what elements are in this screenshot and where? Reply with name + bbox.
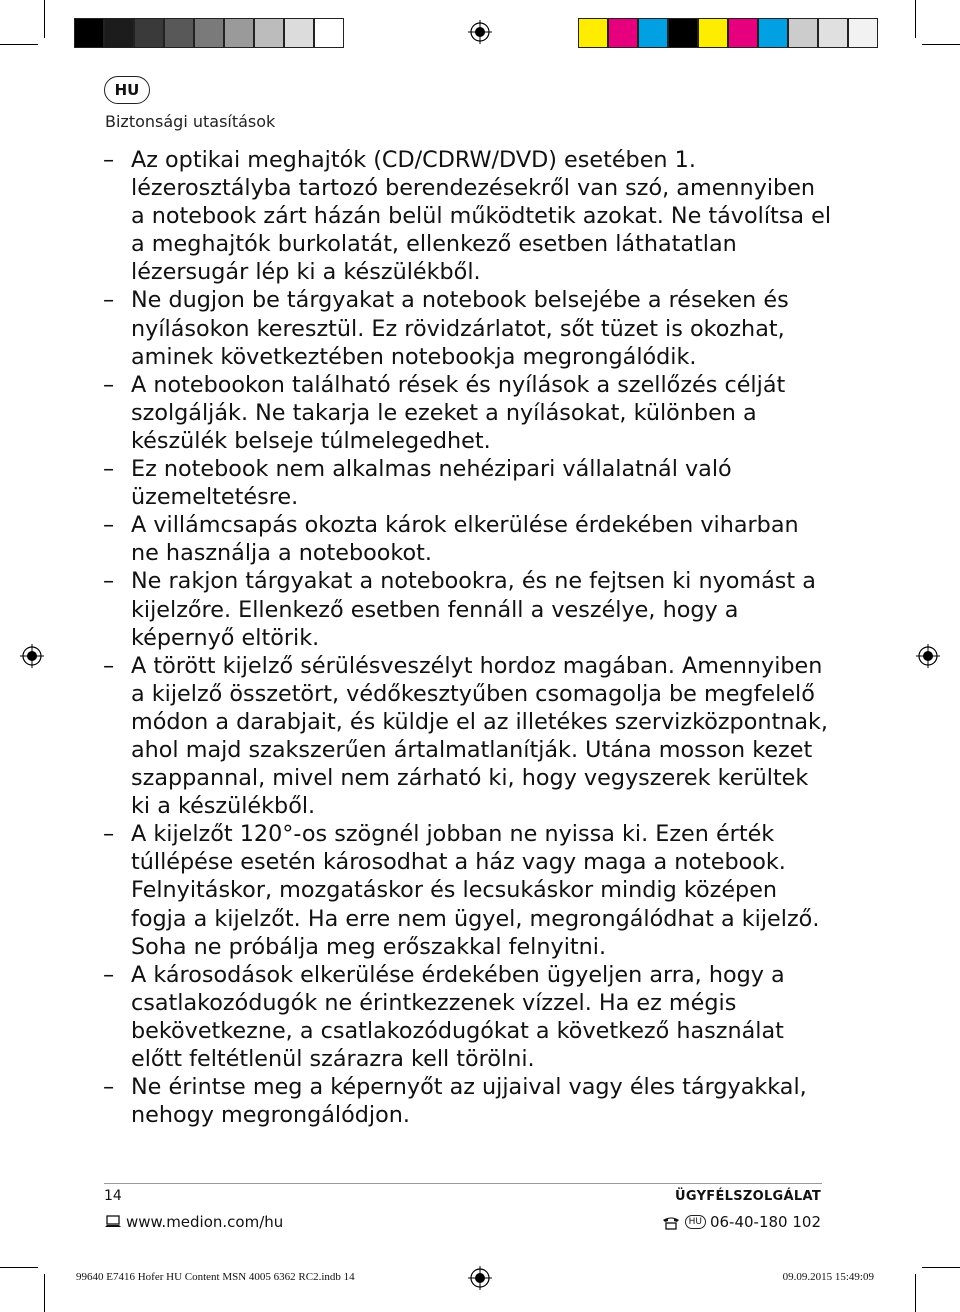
- footer-divider: [104, 1183, 822, 1184]
- list-dash: –: [103, 652, 115, 679]
- list-item-text: Ez notebook nem alkalmas nehézipari vállalatnál való üzemeltetésre.: [131, 456, 732, 511]
- list-item-text: A notebookon található rések és nyílások a szellőzés célját szolgálják. Ne takarja le ezeket a nyílásokat, különben a készülék belseje túlmelegedhet.: [131, 371, 786, 454]
- list-item-text: A károsodások elkerülése érdekében ügyeljen arra, hogy a csatlakozódugók ne érintkezzenek vízzel. Ha ez mégis bekövetkezne, a csatlakozódugókat a következő használat előtt feltétlenül szárazra kell törölni.: [131, 961, 785, 1072]
- list-item: [103, 1073, 833, 1129]
- phone-country-badge: HU: [685, 1215, 706, 1229]
- page-number: 14: [104, 1188, 122, 1204]
- grayscale-color-bar: [74, 18, 344, 48]
- color-swatch: [668, 18, 698, 48]
- print-slug-datetime: 09.09.2015 15:49:09: [782, 1271, 874, 1283]
- gray-swatch: [134, 18, 164, 48]
- crop-mark-bottom-right-v: [915, 1274, 916, 1312]
- list-item-text: A törött kijelző sérülésveszélyt hordoz magában. Amennyiben a kijelző összetört, védőkesztyűben csomagolja be megfelelő módon a darabjait, és küldje el az illetékes szervizközpontnak, ahol majd szakszerűen ártalmatlanítják. Utána mosson kezet szappannal, mivel nem zárható ki, hogy vegyszerek kerültek ki a készülékből.: [131, 652, 829, 820]
- list-item: [103, 146, 833, 286]
- list-item-text: Az optikai meghajtók (CD/CDRW/DVD) esetében 1. lézerosztályba tartozó berendezésekről van szó, amennyiben a notebook zárt házán belül működtetik azokat. Ne távolítsa el a meghajtók burkolatát, ellenkező esetben láthatatlan lézersugár lép ki a készülékből.: [131, 147, 832, 286]
- list-dash: –: [103, 371, 115, 398]
- crop-mark-top-right-h: [922, 44, 960, 45]
- section-title: Biztonsági utasítások: [105, 112, 276, 131]
- list-item: [103, 455, 833, 511]
- color-swatch: [818, 18, 848, 48]
- list-item-text: A kijelzőt 120°-os szögnél jobban ne nyissa ki. Ezen érték túllépése esetén károsodhat a ház vagy maga a notebook. Felnyitáskor, mozgatáskor és lecsukáskor mindig középen fogja a kijelzőt. Ha erre nem ügyel, megrongálódhat a kijelző. Soha ne próbálja meg erőszakkal felnyitni.: [131, 821, 820, 960]
- gray-swatch: [254, 18, 284, 48]
- crop-mark-top-left-v: [44, 0, 45, 38]
- crop-mark-top-left-h: [0, 44, 38, 45]
- list-dash: –: [103, 961, 115, 988]
- process-color-bar: [578, 18, 878, 48]
- safety-instructions-list: [103, 146, 833, 1129]
- list-dash: –: [103, 287, 115, 314]
- registration-mark-bottom-icon: [468, 1266, 492, 1290]
- color-swatch: [698, 18, 728, 48]
- crop-mark-bottom-left-h: [0, 1267, 38, 1268]
- list-item: [103, 652, 833, 821]
- list-item-text: Ne érintse meg a képernyőt az ujjaival vagy éles tárgyakkal, nehogy megrongálódjon.: [131, 1074, 807, 1129]
- gray-swatch: [104, 18, 134, 48]
- list-item: [103, 961, 833, 1073]
- list-dash: –: [103, 1074, 115, 1101]
- list-item: [103, 371, 833, 455]
- color-swatch: [848, 18, 878, 48]
- phone-line: [661, 1213, 821, 1231]
- color-swatch: [638, 18, 668, 48]
- registration-mark-right-icon: [916, 644, 940, 668]
- gray-swatch: [224, 18, 254, 48]
- laptop-icon: [104, 1215, 122, 1229]
- list-item: [103, 820, 833, 960]
- list-item-text: Ne dugjon be tárgyakat a notebook belsejébe a réseken és nyílásokon keresztül. Ez rövidzárlatot, sőt tüzet is okozhat, aminek következtében notebookja megrongálódik.: [131, 287, 789, 370]
- language-badge: HU: [104, 76, 150, 104]
- customer-service-title: ÜGYFÉLSZOLGÁLAT: [675, 1189, 821, 1204]
- color-swatch: [788, 18, 818, 48]
- print-slug-file: 99640 E7416 Hofer HU Content MSN 4005 6362 RC2.indb 14: [76, 1271, 355, 1283]
- color-swatch: [728, 18, 758, 48]
- list-dash: –: [103, 512, 115, 539]
- gray-swatch: [74, 18, 104, 48]
- gray-swatch: [164, 18, 194, 48]
- crop-mark-bottom-left-v: [44, 1274, 45, 1312]
- list-dash: –: [103, 147, 115, 173]
- color-swatch: [608, 18, 638, 48]
- gray-swatch: [284, 18, 314, 48]
- gray-swatch: [194, 18, 224, 48]
- list-item: [103, 286, 833, 370]
- list-item: [103, 511, 833, 567]
- phone-icon: [661, 1215, 681, 1230]
- website-link[interactable]: www.medion.com/hu: [126, 1213, 284, 1231]
- crop-mark-top-right-v: [915, 0, 916, 38]
- registration-mark-top-icon: [468, 20, 492, 44]
- gray-swatch: [314, 18, 344, 48]
- website-line: [104, 1213, 283, 1231]
- list-dash: –: [103, 821, 115, 848]
- list-dash: –: [103, 456, 115, 483]
- color-swatch: [758, 18, 788, 48]
- crop-mark-bottom-right-h: [922, 1267, 960, 1268]
- phone-number: 06-40-180 102: [709, 1213, 821, 1231]
- list-item-text: Ne rakjon tárgyakat a notebookra, és ne fejtsen ki nyomást a kijelzőre. Ellenkező esetben fennáll a veszélye, hogy a képernyő eltörik.: [131, 568, 816, 651]
- list-dash: –: [103, 568, 115, 595]
- registration-mark-left-icon: [20, 644, 44, 668]
- color-swatch: [578, 18, 608, 48]
- list-item-text: A villámcsapás okozta károk elkerülése érdekében viharban ne használja a notebookot.: [131, 512, 799, 567]
- list-item: [103, 567, 833, 651]
